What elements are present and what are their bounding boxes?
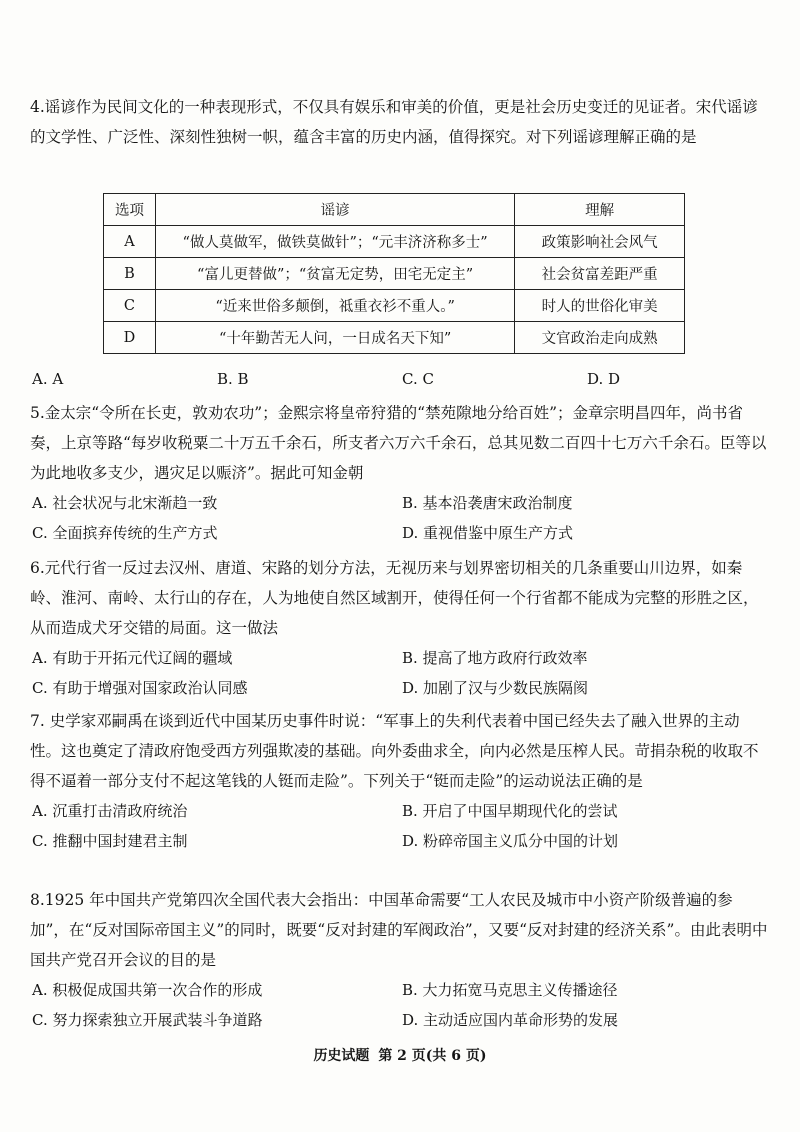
option-c: C. 全面摈弃传统的生产方式 [32, 524, 218, 542]
option-c: C. 推翻中国封建君主制 [32, 832, 188, 850]
table-row [104, 290, 685, 322]
question-7-stem: 7. 史学家邓嗣禹在谈到近代中国某历史事件时说：“军事上的失利代表着中国已经失去了融入世界的主动性。这也奠定了清政府饱受西方列强欺凌的基础。向外委曲求全，向内必然是压榨人民。苛捐杂税的收取不得不逼着一部分支付不起这笔钱的人铤而走险”。下列关于“铤而走险”的运动说法正确的是 [30, 712, 759, 790]
question-5 [30, 398, 770, 548]
table-cell: “十年勤苦无人问，一日成名天下知” [155, 322, 514, 354]
question-5-stem: 5.金太宗“令所在长吏，敦劝农功”；金熙宗将皇帝狩猎的“禁苑隙地分给百姓”；金章宗明昌四年，尚书省奏，上京等路“每岁收税粟二十万五千余石，所支者六万六千余石，总其见数二百四十七万六千余石。臣等以为此地收多支少，遇灾足以赈济”。据此可知金朝 [30, 404, 767, 482]
question-4-options [30, 364, 770, 394]
option-c: C. C [402, 370, 434, 388]
option-c: C. 有助于增强对国家政治认同感 [32, 679, 248, 697]
table-row [104, 258, 685, 290]
footer-subject: 历史试题 [313, 1048, 370, 1064]
option-d: D. 主动适应国内革命形势的发展 [402, 1011, 619, 1029]
table-row [104, 226, 685, 258]
table-cell: 文官政治走向成熟 [515, 322, 685, 354]
table-cell: 社会贫富差距严重 [515, 258, 685, 290]
table-header-cell: 选项 [104, 194, 156, 226]
question-4 [30, 92, 770, 152]
table-cell: C [104, 290, 156, 322]
option-d: D. 加剧了汉与少数民族隔阂 [402, 679, 589, 697]
option-a: A. 社会状况与北宋渐趋一致 [32, 494, 218, 512]
option-b: B. B [217, 370, 249, 388]
question-8 [30, 885, 770, 1035]
option-b: B. 基本沿袭唐宋政治制度 [402, 494, 573, 512]
question-6 [30, 553, 770, 703]
table-cell: “近来世俗多颠倒，祗重衣衫不重人。” [155, 290, 514, 322]
table-header-cell: 理解 [515, 194, 685, 226]
option-d: D. D [587, 370, 621, 388]
table-cell: A [104, 226, 156, 258]
option-b: B. 开启了中国早期现代化的尝试 [402, 802, 618, 820]
table-cell: 政策影响社会风气 [515, 226, 685, 258]
table-row [104, 322, 685, 354]
option-a: A. 积极促成国共第一次合作的形成 [32, 981, 263, 999]
option-b: B. 提高了地方政府行政效率 [402, 649, 588, 667]
footer-page-number: 第 2 页(共 6 页) [378, 1048, 487, 1064]
option-d: D. 粉碎帝国主义瓜分中国的计划 [402, 832, 619, 850]
question-4-stem: 4.谣谚作为民间文化的一种表现形式，不仅具有娱乐和审美的价值，更是社会历史变迁的见证者。宋代谣谚的文学性、广泛性、深刻性独树一帜，蕴含丰富的历史内涵，值得探究。对下列谣谚理解正确的是 [30, 98, 758, 146]
table-cell: 时人的世俗化审美 [515, 290, 685, 322]
option-c: C. 努力探索独立开展武装斗争道路 [32, 1011, 263, 1029]
question-4-table [103, 193, 685, 354]
option-a: A. A [32, 370, 64, 388]
table-cell: D [104, 322, 156, 354]
option-a: A. 有助于开拓元代辽阔的疆域 [32, 649, 233, 667]
table-cell: “做人莫做军，做铁莫做针”；“元丰济济称多士” [155, 226, 514, 258]
page-footer [0, 1045, 800, 1065]
option-d: D. 重视借鉴中原生产方式 [402, 524, 574, 542]
table-header-row [104, 194, 685, 226]
question-7 [30, 706, 770, 856]
question-6-stem: 6.元代行省一反过去汉州、唐道、宋路的划分方法，无视历来与划界密切相关的几条重要山川边界，如秦岭、淮河、南岭、太行山的存在，人为地使自然区域割开，使得任何一个行省都不能成为完整的形胜之区，从而造成犬牙交错的局面。这一做法 [30, 559, 759, 637]
table-cell: “富儿更替做”；“贫富无定势，田宅无定主” [155, 258, 514, 290]
question-8-stem: 8.1925 年中国共产党第四次全国代表大会指出：中国革命需要“工人农民及城市中小资产阶级普遍的参加”，在“反对国际帝国主义”的同时，既要“反对封建的军阀政治”，又要“反对封建的经济关系”。由此表明中国共产党召开会议的目的是 [30, 891, 768, 969]
table-header-cell: 谣谚 [155, 194, 514, 226]
option-b: B. 大力拓宽马克思主义传播途径 [402, 981, 618, 999]
option-a: A. 沉重打击清政府统治 [32, 802, 188, 820]
table-cell: B [104, 258, 156, 290]
